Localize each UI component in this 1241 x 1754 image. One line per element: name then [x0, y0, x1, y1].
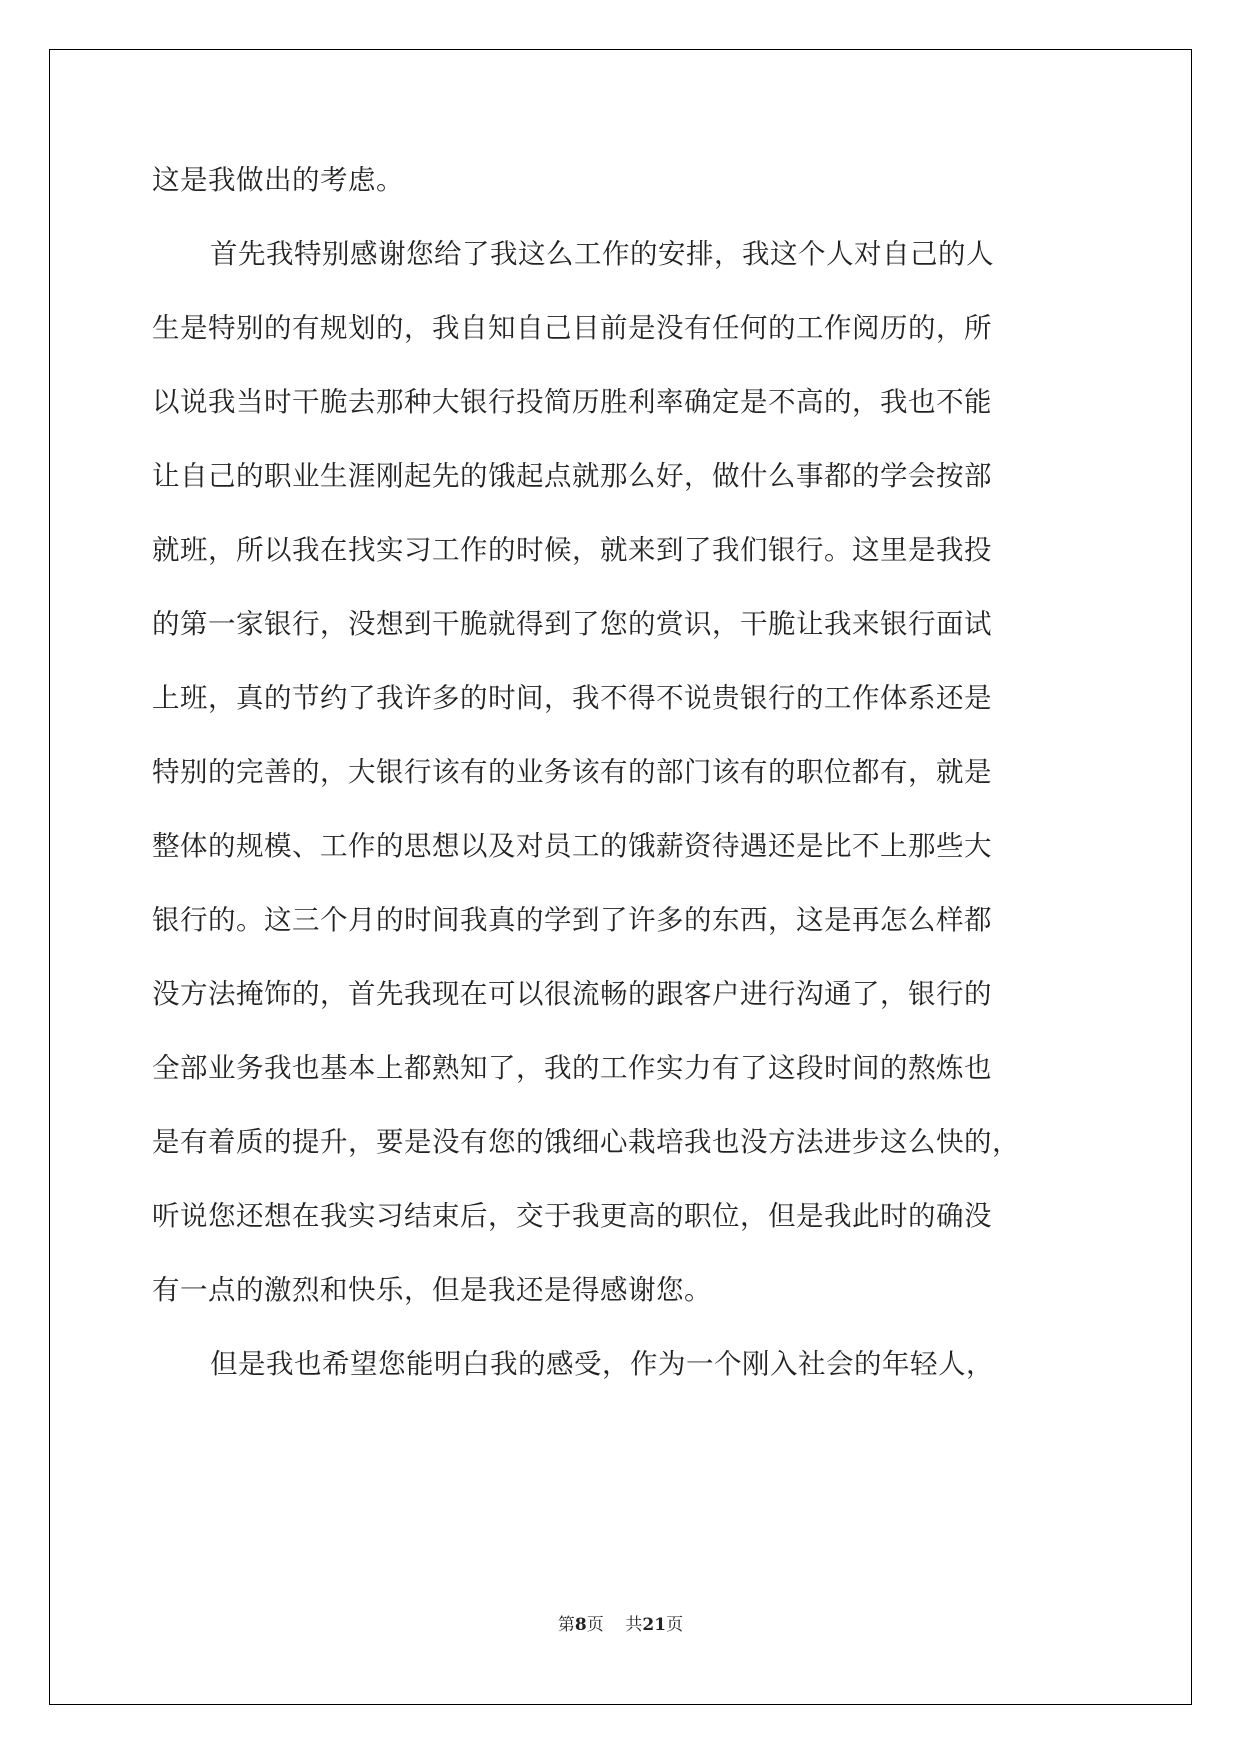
text-line: 但是我也希望您能明白我的感受，作为一个刚入社会的年轻人， [210, 1348, 994, 1380]
text-line: 全部业务我也基本上都熟知了，我的工作实力有了这段时间的熬炼也 [152, 1052, 992, 1084]
text-line: 特别的完善的，大银行该有的业务该有的部门该有的职位都有，就是 [152, 756, 992, 788]
footer-total-suffix: 页 [666, 1615, 684, 1635]
text-line: 有一点的激烈和快乐，但是我还是得感谢您。 [152, 1274, 712, 1306]
page-footer [0, 1610, 1241, 1635]
text-line: 以说我当时干脆去那种大银行投简历胜利率确定是不高的，我也不能 [152, 386, 992, 418]
text-line: 是有着质的提升，要是没有您的饿细心栽培我也没方法进步这么快的， [152, 1126, 1020, 1158]
footer-page-number: 8 [574, 1615, 587, 1635]
footer-total-pages: 21 [642, 1615, 667, 1635]
footer-total-prefix: 共 [625, 1615, 643, 1635]
footer-page-prefix: 第 [557, 1615, 575, 1635]
text-line: 这是我做出的考虑。 [152, 164, 404, 196]
footer-page-suffix: 页 [586, 1615, 604, 1635]
text-line: 听说您还想在我实习结束后，交于我更高的职位，但是我此时的确没 [152, 1200, 992, 1232]
text-line: 上班，真的节约了我许多的时间，我不得不说贵银行的工作体系还是 [152, 682, 992, 714]
text-line: 首先我特别感谢您给了我这么工作的安排，我这个人对自己的人 [210, 238, 994, 270]
text-line: 就班，所以我在找实习工作的时候，就来到了我们银行。这里是我投 [152, 534, 992, 566]
text-line: 整体的规模、工作的思想以及对员工的饿薪资待遇还是比不上那些大 [152, 830, 992, 862]
text-line: 银行的。这三个月的时间我真的学到了许多的东西，这是再怎么样都 [152, 904, 992, 936]
text-line: 的第一家银行，没想到干脆就得到了您的赏识，干脆让我来银行面试 [152, 608, 992, 640]
page-border [49, 49, 1192, 1705]
text-line: 没方法掩饰的，首先我现在可以很流畅的跟客户进行沟通了，银行的 [152, 978, 992, 1010]
text-line: 生是特别的有规划的，我自知自己目前是没有任何的工作阅历的，所 [152, 312, 992, 344]
text-line: 让自己的职业生涯刚起先的饿起点就那么好，做什么事都的学会按部 [152, 460, 992, 492]
